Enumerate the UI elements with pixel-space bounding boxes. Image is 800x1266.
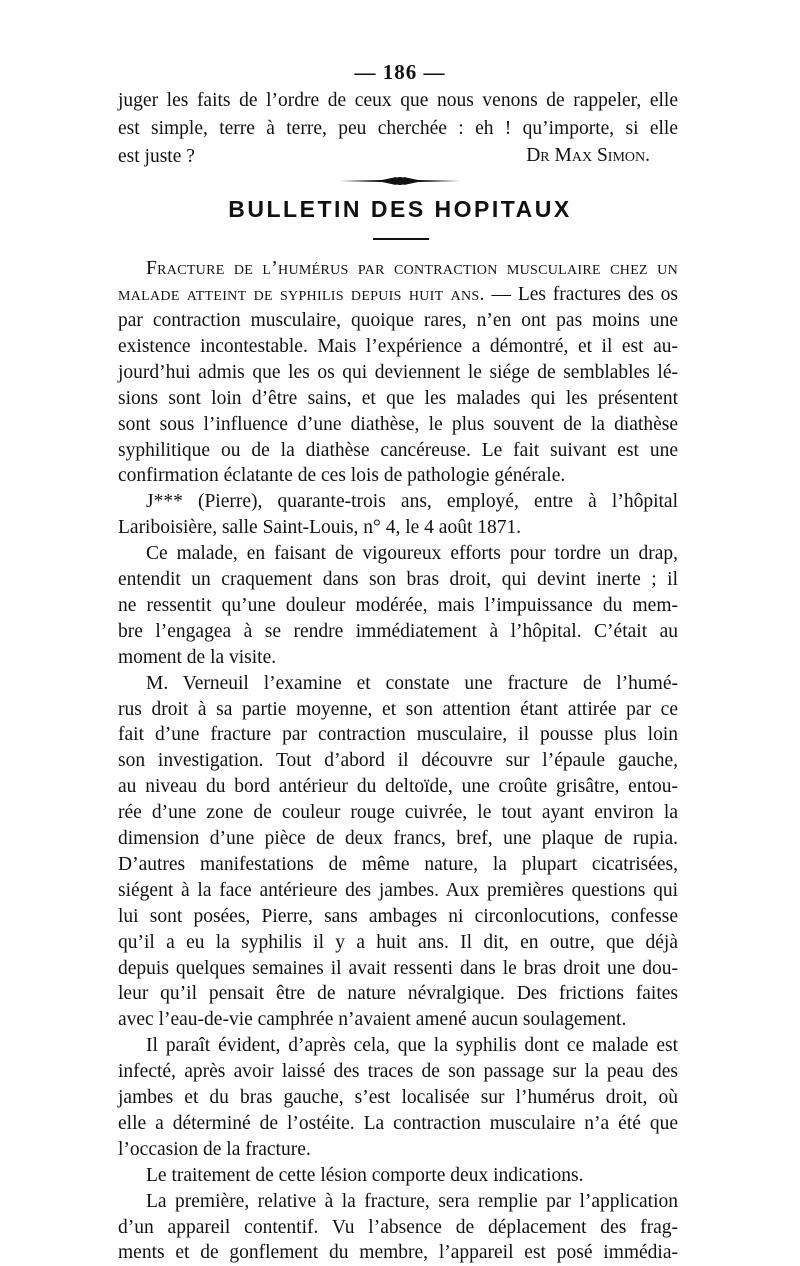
body-line: D’autres manifestations de même nature, la plupart cicatrisées, <box>118 853 678 875</box>
body-line: M. Verneuil l’examine et constate une fracture de l’humé- <box>146 672 678 694</box>
intro-line-3: est juste ? <box>118 146 195 167</box>
body-line: ne ressentit qu’une douleur modérée, mais l’impuissance du mem- <box>118 594 678 616</box>
body-line: elle a déterminé de l’ostéite. La contraction musculaire n’a été que <box>118 1112 678 1134</box>
intro-line-1: juger les faits de l’ordre de ceux que nous venons de rappeler, elle <box>118 90 678 111</box>
body-line: syphilitique ou de la diathèse cancéreuse. Le fait suivant est une <box>118 439 678 461</box>
article-heading-line-2 <box>118 282 678 308</box>
body-line: Lariboisière, salle Saint-Louis, n° 4, le 4 août 1871. <box>118 517 522 539</box>
body-line: ments et de gonflement du membre, l’appareil est posé immédia- <box>118 1242 678 1264</box>
body-line: l’occasion de la fracture. <box>118 1138 311 1160</box>
body-line: moment de la visite. <box>118 646 277 668</box>
body-line: depuis quelques semaines il avait ressenti dans le bras droit une dou- <box>118 957 678 979</box>
title-rule <box>373 238 429 240</box>
author-signature: Dr Max Simon. <box>526 145 650 166</box>
body-line: entendit un craquement dans son bras droit, qui devint inerte ; il <box>118 569 678 590</box>
body-line: par contraction musculaire, quoique rares, n’en ont pas moins une <box>118 310 678 331</box>
body-line: jambes et du bras gauche, s’est localisée sur l’humérus droit, où <box>118 1087 678 1108</box>
intro-line-2: est simple, terre à terre, peu cherchée : eh ! qu’importe, si elle <box>118 118 678 139</box>
body-line: lui sont posées, Pierre, sans ambages ni circonlocutions, confesse <box>118 905 678 927</box>
body-line: J*** (Pierre), quarante-trois ans, employé, entre à l’hôpital <box>146 491 678 513</box>
body-line: Il paraît évident, d’après cela, que la syphilis dont ce malade est <box>146 1035 678 1057</box>
body-line: son investigation. Tout d’abord il découvre sur l’épaule gauche, <box>118 750 678 772</box>
body-line: fait d’une fracture par contraction musculaire, il pousse plus loin <box>118 724 678 746</box>
body-line: d’un appareil contentif. Vu l’absence de déplacement des frag- <box>118 1216 678 1238</box>
body-line: dimension d’une pièce de deux francs, bref, une plaque de rupia. <box>118 828 678 849</box>
body-line: leur qu’il pensait être de nature névralgique. Des frictions faites <box>118 983 678 1005</box>
body-line: siégent à la face antérieure des jambes. Aux premières questions qui <box>118 879 678 901</box>
body-line: confirmation éclatante de ces lois de pathologie générale. <box>118 465 566 487</box>
page-number: — 186 — <box>354 60 446 84</box>
body-line: La première, relative à la fracture, sera remplie par l’application <box>146 1190 678 1212</box>
article-heading-continuation: malade atteint de syphilis depuis huit ans. <box>118 284 485 305</box>
body-line: jourd’hui admis que les os qui deviennent le siége de semblables lé- <box>118 361 678 383</box>
body-line: au niveau du bord antérieur du deltoïde, une croûte grisâtre, entou- <box>118 776 678 798</box>
body-line: qu’il a eu la syphilis il y a huit ans. Il dit, en outre, que déjà <box>118 931 678 953</box>
body-line: infecté, après avoir laissé des traces de son passage sur la peau des <box>118 1061 678 1083</box>
body-line: rée d’une zone de couleur rouge cuivrée, le tout ayant environ la <box>118 802 678 824</box>
body-line: rus droit à sa partie moyenne, et son attention étant attirée par ce <box>118 698 678 720</box>
body-line: sont sous l’influence d’une diathèse, le plus souvent de la diathèse <box>118 413 678 435</box>
body-line: bre l’engagea à se rendre immédiatement à l’hôpital. C’était au <box>118 620 678 642</box>
body-line: sions sont loin d’être sains, et que les malades qui les présentent <box>118 387 678 409</box>
body-line: Le traitement de cette lésion comporte deux indications. <box>146 1164 584 1186</box>
article-heading-line-1: Fracture de l’humérus par contraction musculaire chez un <box>146 258 678 279</box>
section-title: BULLETIN DES HOPITAUX <box>228 196 572 222</box>
article-opening-text: — Les fractures des os <box>484 284 678 305</box>
ornament-divider <box>338 175 462 187</box>
body-line: Ce malade, en faisant de vigoureux efforts pour tordre un drap, <box>146 543 678 565</box>
body-line: existence incontestable. Mais l’expérience a démontré, et il est au- <box>118 335 678 357</box>
body-line: avec l’eau-de-vie camphrée n’avaient amené aucun soulagement. <box>118 1009 627 1031</box>
